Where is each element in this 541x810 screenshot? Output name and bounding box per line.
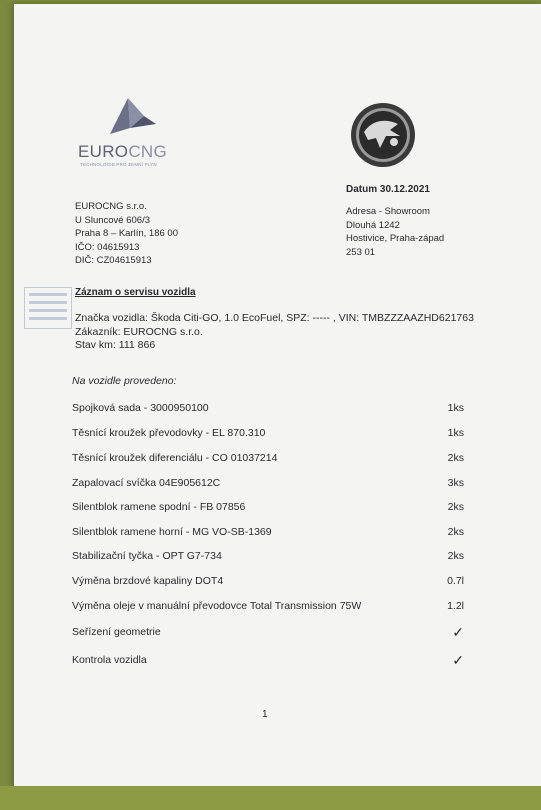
vehicle-line: Značka vozidla: Škoda Citi-GO, 1.0 EcoFuel, SPZ: ----- , VIN: TMBZZZAAZHD621763 [75, 312, 474, 324]
document-date: Datum 30.12.2021 [346, 184, 430, 195]
work-item-desc: Stabilizační tyčka - OPT G7-734 [72, 550, 222, 562]
customer-line: Zákazník: EUROCNG s.r.o. [75, 325, 203, 338]
work-item-row [72, 427, 464, 443]
sender-line: EUROCNG s.r.o. [75, 201, 147, 212]
work-item-qty: 2ks [447, 526, 464, 538]
sender-address [75, 200, 178, 268]
work-item-row [72, 654, 464, 670]
recipient-line: Dlouhá 1242 [346, 219, 400, 231]
work-item-desc: Těsnící kroužek převodovky - EL 870.310 [72, 427, 266, 439]
work-item-desc: Silentblok ramene spodní - FB 07856 [72, 501, 246, 513]
work-item-desc: Kontrola vozidla [72, 654, 147, 666]
work-item-desc: Silentblok ramene horní - MG VO-SB-1369 [72, 526, 272, 538]
page-number: 1 [262, 709, 268, 720]
vehicle-info [75, 312, 474, 353]
sender-line: U Sluncové 606/3 [75, 214, 150, 226]
bird-icon [100, 94, 160, 144]
skoda-arrow-icon [350, 102, 416, 168]
recipient-line: 253 01 [346, 246, 376, 258]
work-item-desc: Seřízení geometrie [72, 626, 161, 638]
work-item-row [72, 526, 464, 542]
work-item-qty: 1ks [447, 402, 464, 414]
work-item-row [72, 575, 464, 591]
work-item-desc: Výměna oleje v manuální převodovce Total Transmission 75W [72, 600, 362, 612]
work-item-qty: 2ks [447, 501, 464, 513]
record-heading: Záznam o servisu vozidla [75, 287, 196, 298]
work-heading: Na vozidle provedeno: [72, 375, 177, 387]
work-item-row [72, 477, 464, 493]
work-item-row [72, 452, 464, 468]
work-item-row [72, 402, 464, 418]
logo-euro: EURO [78, 142, 129, 161]
work-item-row [72, 550, 464, 566]
recipient-line: Hostivice, Praha-západ [346, 233, 445, 244]
work-item-qty: 1.2l [447, 600, 464, 612]
work-item-desc: Výměna brzdové kapaliny DOT4 [72, 575, 224, 587]
mileage-line: Stav km: 111 866 [75, 339, 156, 351]
work-item-row [72, 501, 464, 517]
eurocng-logo [78, 94, 188, 174]
work-item-desc: Zapalovací svíčka 04E905612C [72, 477, 221, 489]
work-item-row [72, 600, 464, 616]
work-item-desc: Spojková sada - 3000950100 [72, 402, 209, 414]
logo-cng: CNG [128, 142, 168, 161]
checkmark-icon: ✓ [452, 624, 464, 640]
recipient-address [346, 205, 444, 259]
work-item-desc: Těsnící kroužek diferenciálu - CO 01037214 [72, 452, 278, 464]
skoda-logo [350, 102, 416, 168]
work-item-qty: 2ks [447, 550, 464, 562]
sender-line: Praha 8 – Karlín, 186 00 [75, 228, 178, 239]
checkmark-icon: ✓ [452, 652, 464, 668]
work-item-qty: 0.7l [447, 575, 464, 587]
work-item-qty: 1ks [447, 427, 464, 439]
logo-tagline: TECHNOLOGIE PRO ZEMNÍ PLYN [80, 162, 157, 167]
sender-line: IČO: 04615913 [75, 241, 140, 253]
work-item-qty: 2ks [447, 452, 464, 464]
sender-line: DIČ: CZ04615913 [75, 255, 152, 266]
work-item-qty: 3ks [447, 477, 464, 489]
background-surface [0, 786, 541, 810]
stamp-mark [24, 287, 72, 329]
work-item-row [72, 626, 464, 642]
recipient-line: Adresa - Showroom [346, 206, 430, 217]
